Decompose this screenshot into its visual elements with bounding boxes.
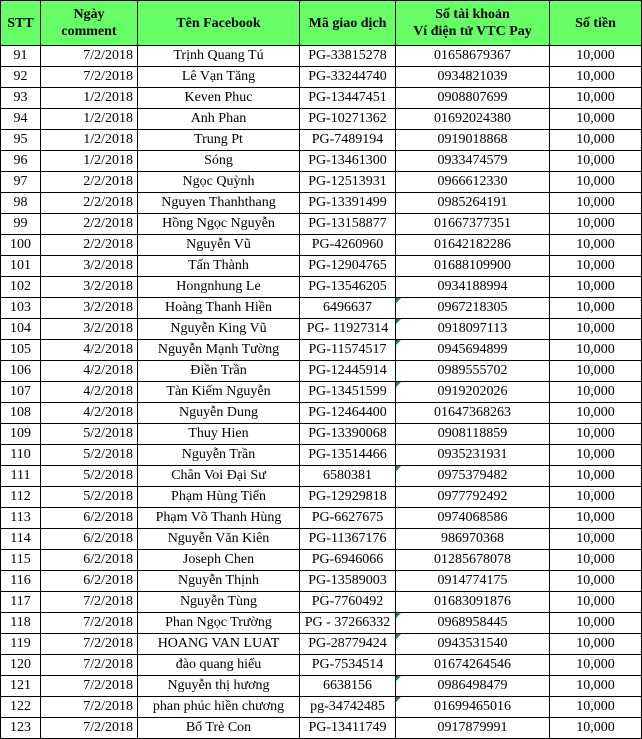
cell-stt[interactable]: 122	[1, 697, 41, 718]
cell-acct[interactable]: 0966612330	[396, 172, 550, 193]
cell-acct[interactable]: 0918097113	[396, 319, 550, 340]
cell-stt[interactable]: 100	[1, 235, 41, 256]
cell-acct[interactable]: 01692024380	[396, 109, 550, 130]
cell-tx[interactable]: PG-4260960	[300, 235, 396, 256]
cell-date[interactable]: 2/2/2018	[41, 193, 138, 214]
cell-tx[interactable]: 6638156	[300, 676, 396, 697]
cell-name[interactable]: Nguyễn Mạnh Tường	[138, 340, 300, 361]
cell-tx[interactable]: PG-13546205	[300, 277, 396, 298]
cell-tx[interactable]: PG-13390068	[300, 424, 396, 445]
cell-date[interactable]: 1/2/2018	[41, 151, 138, 172]
cell-name[interactable]: Hồng Ngọc Nguyễn	[138, 214, 300, 235]
cell-stt[interactable]: 120	[1, 655, 41, 676]
cell-tx[interactable]: PG-12904765	[300, 256, 396, 277]
cell-stt[interactable]: 106	[1, 361, 41, 382]
cell-amount[interactable]: 10,000	[550, 676, 642, 697]
cell-stt[interactable]: 115	[1, 550, 41, 571]
cell-date[interactable]: 1/2/2018	[41, 130, 138, 151]
cell-name[interactable]: Nguyễn King Vũ	[138, 319, 300, 340]
cell-date[interactable]: 7/2/2018	[41, 634, 138, 655]
cell-amount[interactable]: 10,000	[550, 424, 642, 445]
cell-amount[interactable]: 10,000	[550, 529, 642, 550]
cell-name[interactable]: Trịnh Quang Tú	[138, 46, 300, 67]
table-row	[1, 151, 642, 172]
cell-amount[interactable]: 10,000	[550, 592, 642, 613]
table-row	[1, 718, 642, 739]
cell-name[interactable]: Phan Ngọc Trường	[138, 613, 300, 634]
cell-date[interactable]: 3/2/2018	[41, 277, 138, 298]
table-row	[1, 88, 642, 109]
cell-stt[interactable]: 110	[1, 445, 41, 466]
cell-date[interactable]: 3/2/2018	[41, 319, 138, 340]
table-row	[1, 445, 642, 466]
cell-stt[interactable]: 93	[1, 88, 41, 109]
cell-name[interactable]: Nguyễn thị hương	[138, 676, 300, 697]
cell-stt[interactable]: 118	[1, 613, 41, 634]
cell-acct[interactable]: 0945694899	[396, 340, 550, 361]
cell-name[interactable]: Phạm Hùng Tiến	[138, 487, 300, 508]
cell-date[interactable]: 6/2/2018	[41, 529, 138, 550]
cell-acct[interactable]: 0968958445	[396, 613, 550, 634]
cell-acct[interactable]: 0935231931	[396, 445, 550, 466]
cell-acct[interactable]: 01674264546	[396, 655, 550, 676]
cell-amount[interactable]: 10,000	[550, 88, 642, 109]
table-row	[1, 487, 642, 508]
cell-date[interactable]: 3/2/2018	[41, 256, 138, 277]
cell-tx[interactable]: PG-13514466	[300, 445, 396, 466]
cell-date[interactable]: 7/2/2018	[41, 67, 138, 88]
table-row	[1, 697, 642, 718]
cell-name[interactable]: Joseph Chen	[138, 550, 300, 571]
cell-date[interactable]: 1/2/2018	[41, 88, 138, 109]
cell-date[interactable]: 7/2/2018	[41, 676, 138, 697]
cell-tx[interactable]: PG-12464400	[300, 403, 396, 424]
cell-stt[interactable]: 114	[1, 529, 41, 550]
cell-name[interactable]: Nguyễn Thịnh	[138, 571, 300, 592]
cell-amount[interactable]: 10,000	[550, 613, 642, 634]
cell-amount[interactable]: 10,000	[550, 361, 642, 382]
table-row	[1, 571, 642, 592]
cell-stt[interactable]: 105	[1, 340, 41, 361]
cell-stt[interactable]: 108	[1, 403, 41, 424]
cell-name[interactable]: Keven Phuc	[138, 88, 300, 109]
header-acct[interactable]	[396, 1, 550, 46]
cell-date[interactable]: 7/2/2018	[41, 697, 138, 718]
cell-stt[interactable]: 91	[1, 46, 41, 67]
cell-name[interactable]: HOANG VAN LUAT	[138, 634, 300, 655]
table-row	[1, 277, 642, 298]
cell-amount[interactable]: 10,000	[550, 466, 642, 487]
cell-tx[interactable]: PG-6946066	[300, 550, 396, 571]
cell-stt[interactable]: 123	[1, 718, 41, 739]
cell-name[interactable]: Ngọc Quỳnh	[138, 172, 300, 193]
cell-tx[interactable]: PG-10271362	[300, 109, 396, 130]
table-row	[1, 46, 642, 67]
table-row	[1, 529, 642, 550]
cell-amount[interactable]: 10,000	[550, 172, 642, 193]
cell-stt[interactable]: 107	[1, 382, 41, 403]
table-row	[1, 613, 642, 634]
cell-name[interactable]: Phạm Võ Thanh Hùng	[138, 508, 300, 529]
header-date-line1: Ngày	[73, 7, 105, 22]
cell-stt[interactable]: 96	[1, 151, 41, 172]
cell-acct[interactable]: 01285678078	[396, 550, 550, 571]
cell-name[interactable]: Bổ Trè Con	[138, 718, 300, 739]
cell-stt[interactable]: 121	[1, 676, 41, 697]
cell-acct[interactable]: 0986498479	[396, 676, 550, 697]
cell-tx[interactable]: PG-11574517	[300, 340, 396, 361]
cell-stt[interactable]: 109	[1, 424, 41, 445]
cell-name[interactable]: Trung Pt	[138, 130, 300, 151]
cell-acct[interactable]: 0919202026	[396, 382, 550, 403]
cell-date[interactable]: 4/2/2018	[41, 361, 138, 382]
cell-name[interactable]: Nguyen Thanhthang	[138, 193, 300, 214]
header-date-line2: comment	[61, 24, 117, 39]
cell-date[interactable]: 5/2/2018	[41, 445, 138, 466]
cell-stt[interactable]: 111	[1, 466, 41, 487]
cell-date[interactable]: 5/2/2018	[41, 424, 138, 445]
table-row	[1, 214, 642, 235]
table-row	[1, 508, 642, 529]
cell-acct[interactable]: 0967218305	[396, 298, 550, 319]
cell-tx[interactable]: PG-13391499	[300, 193, 396, 214]
cell-date[interactable]: 5/2/2018	[41, 466, 138, 487]
cell-acct[interactable]: 0914774175	[396, 571, 550, 592]
cell-date[interactable]: 2/2/2018	[41, 172, 138, 193]
cell-tx[interactable]: PG-13411749	[300, 718, 396, 739]
cell-acct[interactable]: 01658679367	[396, 46, 550, 67]
cell-acct[interactable]: 01667377351	[396, 214, 550, 235]
cell-name[interactable]: Nguyễn Trần	[138, 445, 300, 466]
cell-amount[interactable]: 10,000	[550, 550, 642, 571]
table-row	[1, 109, 642, 130]
cell-acct[interactable]: 0989555702	[396, 361, 550, 382]
cell-tx[interactable]: 6580381	[300, 466, 396, 487]
cell-date[interactable]: 7/2/2018	[41, 592, 138, 613]
cell-date[interactable]: 5/2/2018	[41, 487, 138, 508]
table-row	[1, 256, 642, 277]
cell-tx[interactable]: PG-7534514	[300, 655, 396, 676]
cell-acct[interactable]: 01642182286	[396, 235, 550, 256]
table-row	[1, 172, 642, 193]
header-row	[1, 1, 642, 46]
cell-tx[interactable]: pg-34742485	[300, 697, 396, 718]
cell-stt[interactable]: 104	[1, 319, 41, 340]
cell-amount[interactable]: 10,000	[550, 193, 642, 214]
cell-stt[interactable]: 113	[1, 508, 41, 529]
cell-stt[interactable]: 92	[1, 67, 41, 88]
header-acct-line2: Ví điện tử VTC Pay	[413, 24, 532, 39]
header-name[interactable]: Tên Facebook	[138, 1, 300, 46]
header-date[interactable]	[41, 1, 138, 46]
cell-amount[interactable]: 10,000	[550, 67, 642, 88]
cell-amount[interactable]: 10,000	[550, 235, 642, 256]
cell-stt[interactable]: 116	[1, 571, 41, 592]
cell-tx[interactable]: PG-13158877	[300, 214, 396, 235]
cell-date[interactable]: 3/2/2018	[41, 298, 138, 319]
cell-date[interactable]: 7/2/2018	[41, 655, 138, 676]
table-row	[1, 235, 642, 256]
cell-name[interactable]: Tàn Kiếm Nguyễn	[138, 382, 300, 403]
cell-stt[interactable]: 98	[1, 193, 41, 214]
cell-date[interactable]: 2/2/2018	[41, 235, 138, 256]
cell-date[interactable]: 7/2/2018	[41, 613, 138, 634]
table-row	[1, 130, 642, 151]
cell-date[interactable]: 7/2/2018	[41, 718, 138, 739]
cell-tx[interactable]: PG-13451599	[300, 382, 396, 403]
cell-tx[interactable]: PG-33244740	[300, 67, 396, 88]
cell-amount[interactable]: 10,000	[550, 634, 642, 655]
cell-tx[interactable]: 6496637	[300, 298, 396, 319]
cell-name[interactable]: Lê Vạn Tăng	[138, 67, 300, 88]
cell-tx[interactable]: PG-13447451	[300, 88, 396, 109]
cell-name[interactable]: Hongnhung Le	[138, 277, 300, 298]
cell-acct[interactable]: 01647368263	[396, 403, 550, 424]
header-amount[interactable]: Số tiền	[550, 1, 642, 46]
cell-amount[interactable]: 10,000	[550, 256, 642, 277]
cell-tx[interactable]: PG-7760492	[300, 592, 396, 613]
cell-amount[interactable]: 10,000	[550, 151, 642, 172]
table-row	[1, 403, 642, 424]
table-row	[1, 361, 642, 382]
cell-acct[interactable]: 0917879991	[396, 718, 550, 739]
cell-name[interactable]: Nguyễn Dung	[138, 403, 300, 424]
cell-tx[interactable]: PG-12513931	[300, 172, 396, 193]
cell-amount[interactable]: 10,000	[550, 298, 642, 319]
table-row	[1, 382, 642, 403]
header-acct-line1: Số tài khoản	[435, 7, 510, 22]
cell-stt[interactable]: 94	[1, 109, 41, 130]
cell-acct[interactable]: 0974068586	[396, 508, 550, 529]
cell-acct[interactable]: 0934188994	[396, 277, 550, 298]
cell-date[interactable]: 4/2/2018	[41, 340, 138, 361]
cell-tx[interactable]: PG-13589003	[300, 571, 396, 592]
cell-tx[interactable]: PG-11367176	[300, 529, 396, 550]
cell-date[interactable]: 2/2/2018	[41, 214, 138, 235]
table-row	[1, 634, 642, 655]
cell-acct[interactable]: 0975379482	[396, 466, 550, 487]
table-row	[1, 676, 642, 697]
cell-amount[interactable]: 10,000	[550, 445, 642, 466]
cell-tx[interactable]: PG-33815278	[300, 46, 396, 67]
cell-amount[interactable]: 10,000	[550, 403, 642, 424]
cell-date[interactable]: 7/2/2018	[41, 46, 138, 67]
cell-acct[interactable]: 0908118859	[396, 424, 550, 445]
cell-date[interactable]: 6/2/2018	[41, 508, 138, 529]
cell-date[interactable]: 1/2/2018	[41, 109, 138, 130]
cell-name[interactable]: Hoàng Thanh Hiền	[138, 298, 300, 319]
table-row	[1, 319, 642, 340]
cell-stt[interactable]: 101	[1, 256, 41, 277]
cell-stt[interactable]: 112	[1, 487, 41, 508]
table-row	[1, 466, 642, 487]
cell-date[interactable]: 6/2/2018	[41, 550, 138, 571]
table-row	[1, 298, 642, 319]
cell-amount[interactable]: 10,000	[550, 571, 642, 592]
cell-stt[interactable]: 99	[1, 214, 41, 235]
cell-acct[interactable]: 0943531540	[396, 634, 550, 655]
cell-stt[interactable]: 119	[1, 634, 41, 655]
cell-date[interactable]: 6/2/2018	[41, 571, 138, 592]
cell-tx[interactable]: PG-12445914	[300, 361, 396, 382]
cell-tx[interactable]: PG- 11927314	[300, 319, 396, 340]
cell-tx[interactable]: PG - 37266332	[300, 613, 396, 634]
cell-name[interactable]: Điền Trần	[138, 361, 300, 382]
cell-amount[interactable]: 10,000	[550, 697, 642, 718]
cell-name[interactable]: Nguyễn Văn Kiên	[138, 529, 300, 550]
cell-name[interactable]: Chân Voi Đại Sư	[138, 466, 300, 487]
cell-acct[interactable]: 01683091876	[396, 592, 550, 613]
cell-acct[interactable]: 0977792492	[396, 487, 550, 508]
cell-stt[interactable]: 97	[1, 172, 41, 193]
cell-amount[interactable]: 10,000	[550, 319, 642, 340]
cell-stt[interactable]: 102	[1, 277, 41, 298]
cell-name[interactable]: Nguyễn Tùng	[138, 592, 300, 613]
cell-acct[interactable]: 0919018868	[396, 130, 550, 151]
cell-acct[interactable]: 0933474579	[396, 151, 550, 172]
table-row	[1, 550, 642, 571]
table-row	[1, 340, 642, 361]
cell-name[interactable]: Tấn Thành	[138, 256, 300, 277]
cell-tx[interactable]: PG-13461300	[300, 151, 396, 172]
cell-amount[interactable]: 10,000	[550, 655, 642, 676]
cell-name[interactable]: đào quang hiếu	[138, 655, 300, 676]
cell-amount[interactable]: 10,000	[550, 487, 642, 508]
cell-amount[interactable]: 10,000	[550, 382, 642, 403]
cell-name[interactable]: Thuy Hien	[138, 424, 300, 445]
cell-date[interactable]: 4/2/2018	[41, 382, 138, 403]
cell-stt[interactable]: 117	[1, 592, 41, 613]
cell-acct[interactable]: 01699465016	[396, 697, 550, 718]
cell-amount[interactable]: 10,000	[550, 214, 642, 235]
table-row	[1, 592, 642, 613]
cell-tx[interactable]: PG-12929818	[300, 487, 396, 508]
table-row	[1, 193, 642, 214]
cell-tx[interactable]: PG-28779424	[300, 634, 396, 655]
cell-amount[interactable]: 10,000	[550, 46, 642, 67]
cell-amount[interactable]: 10,000	[550, 718, 642, 739]
cell-acct[interactable]: 0985264191	[396, 193, 550, 214]
cell-amount[interactable]: 10,000	[550, 340, 642, 361]
cell-name[interactable]: phan phúc hiền chương	[138, 697, 300, 718]
cell-stt[interactable]: 103	[1, 298, 41, 319]
header-tx[interactable]: Mã giao dịch	[300, 1, 396, 46]
table-row	[1, 424, 642, 445]
header-stt[interactable]: STT	[1, 1, 41, 46]
table-row	[1, 655, 642, 676]
cell-stt[interactable]: 95	[1, 130, 41, 151]
cell-name[interactable]: Sóng	[138, 151, 300, 172]
cell-acct[interactable]: 0934821039	[396, 67, 550, 88]
cell-amount[interactable]: 10,000	[550, 508, 642, 529]
cell-name[interactable]: Nguyễn Vũ	[138, 235, 300, 256]
cell-acct[interactable]: 01688109900	[396, 256, 550, 277]
cell-amount[interactable]: 10,000	[550, 277, 642, 298]
cell-name[interactable]: Anh Phan	[138, 109, 300, 130]
cell-amount[interactable]: 10,000	[550, 109, 642, 130]
table-row	[1, 67, 642, 88]
cell-acct[interactable]: 0908807699	[396, 88, 550, 109]
cell-date[interactable]: 4/2/2018	[41, 403, 138, 424]
cell-tx[interactable]: PG-6627675	[300, 508, 396, 529]
cell-amount[interactable]: 10,000	[550, 130, 642, 151]
cell-tx[interactable]: PG-7489194	[300, 130, 396, 151]
cell-acct[interactable]: 986970368	[396, 529, 550, 550]
